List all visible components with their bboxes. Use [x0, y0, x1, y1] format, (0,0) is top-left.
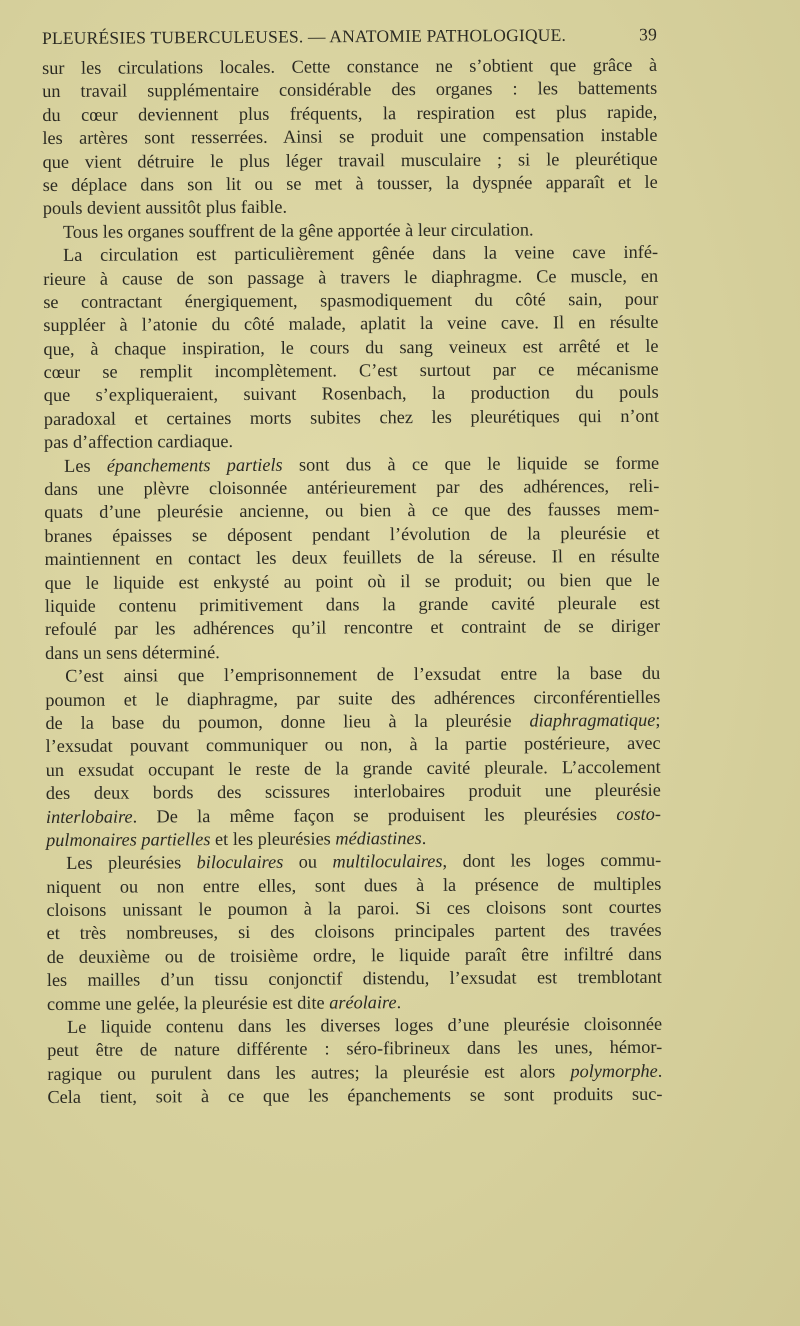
text-run: refoulé par les adhérences qu’il rencontre et contraint de se diriger — [44, 616, 661, 640]
text-line — [47, 1013, 662, 1040]
text-run: et très nombreuses, si des cloisons principales partent des travées — [46, 920, 662, 944]
text-run: Cela tient, soit à ce que les épanchements se sont produits suc- — [47, 1083, 663, 1108]
text-run: . — [421, 827, 427, 848]
text-line — [42, 147, 657, 174]
text-line — [47, 919, 662, 946]
text-run: les artères sont resserrées. Ainsi se produit une compensation instable — [42, 124, 658, 149]
text-line — [46, 826, 661, 853]
body-text — [42, 54, 663, 1110]
running-title: PLEURÉSIES TUBERCULEUSES. — ANATOMIE PATHOLOGIQUE. — [42, 24, 567, 48]
text-run: que vient détruire le plus léger travail musculaire ; si le pleurétique — [42, 148, 658, 172]
text-line — [45, 615, 660, 642]
text-line — [45, 568, 660, 595]
text-line — [45, 709, 660, 736]
text-run: dans un sens déterminé. — [45, 641, 220, 663]
text-run: peut être de nature différente : séro-fibrineux dans les unes, hémor- — [47, 1037, 663, 1061]
text-run: Les — [64, 455, 107, 476]
running-header — [42, 24, 657, 49]
text-run: . — [396, 991, 402, 1012]
text-line — [44, 475, 659, 502]
text-line — [44, 498, 659, 525]
text-line — [43, 288, 658, 315]
text-run: sont dus à ce que le liquide se forme — [282, 452, 660, 475]
text-line — [45, 592, 660, 619]
text-run: poumon et le diaphragme, par suite des adhérences circonférentielles — [45, 686, 661, 710]
text-run: branes épaisses se déposent pendant l’évolution de la pleurésie et — [44, 522, 660, 546]
text-run: se déplace dans son lit ou se met à tousser, la dyspnée apparaît et le — [42, 171, 658, 195]
text-run: un exsudat occupant le reste de la grande cavité pleurale. L’accolement — [45, 756, 661, 780]
text-run: cœur se remplit incomplètement. C’est surtout par ce mécanisme — [43, 358, 659, 383]
text-line — [46, 849, 661, 876]
text-line — [46, 732, 661, 759]
text-line — [46, 896, 661, 923]
text-run: ; — [655, 709, 661, 730]
text-run: que le liquide est enkysté au point où il se produit; ou bien que le — [44, 569, 660, 593]
text-run: La circulation est particulièrement gênée dans la veine cave infé- — [62, 241, 659, 266]
paragraph — [43, 218, 658, 245]
text-line — [42, 101, 657, 128]
italic-term: multiloculaires — [332, 851, 443, 872]
text-run: liquide contenu primitivement dans la grande cavité pleurale est — [44, 592, 660, 616]
text-line — [47, 966, 662, 993]
italic-term: épanchements partiels — [106, 454, 283, 476]
text-line — [42, 54, 657, 81]
text-line — [47, 1036, 662, 1063]
text-run: , dont les loges commu- — [442, 850, 662, 872]
text-line — [46, 755, 661, 782]
text-line — [46, 779, 661, 806]
italic-term: pulmonaires partielles — [46, 829, 211, 850]
text-line — [47, 989, 662, 1016]
text-line — [43, 241, 658, 268]
text-line — [43, 171, 658, 198]
text-run: maintiennent en contact les deux feuillets de la séreuse. Il en résulte — [44, 545, 660, 570]
text-line — [45, 545, 660, 572]
text-line — [44, 522, 659, 549]
text-run: des deux bords des scissures interlobaires produit une pleurésie — [45, 779, 661, 804]
text-run: et les pleurésies — [210, 828, 336, 850]
text-run: pouls devient aussitôt plus faible. — [42, 197, 288, 219]
text-line — [45, 662, 660, 689]
italic-term: médiastines — [335, 827, 422, 849]
text-line — [44, 381, 659, 408]
paragraph — [44, 451, 660, 665]
text-line — [47, 943, 662, 970]
text-line — [42, 124, 657, 151]
italic-term: interlobaire — [45, 806, 133, 827]
paragraph — [47, 1013, 662, 1110]
text-run: suppléer à l’atonie du côté malade, aplatit la veine cave. Il en résulte — [43, 312, 659, 336]
text-run: rieure à cause de son passage à travers le diaphragme. Ce muscle, en — [43, 265, 659, 289]
text-run: de deuxième ou de troisième ordre, le liquide paraît être infiltré dans — [46, 943, 662, 967]
text-run: dans une plèvre cloisonnée antérieurement par des adhérences, reli- — [44, 475, 660, 500]
text-line — [43, 218, 658, 245]
text-line — [44, 428, 659, 455]
text-line — [44, 405, 659, 432]
text-line — [44, 451, 659, 478]
text-line — [46, 872, 661, 899]
text-run: Tous les organes souffrent de la gêne apportée à leur circulation. — [62, 219, 534, 242]
text-run: paradoxal et certaines morts subites chez les pleurétiques qui n’ont — [43, 405, 659, 429]
text-run: ragique ou purulent dans les autres; la pleurésie est alors — [47, 1061, 571, 1084]
text-run: que s’expliqueraient, suivant Rosenbach, la production du pouls — [43, 382, 659, 406]
text-run: que, à chaque inspiration, le cours du sang veineux est arrêté et le — [43, 335, 659, 359]
text-line — [46, 802, 661, 829]
text-line — [42, 77, 657, 104]
text-run: comme une gelée, la pleurésie est dite — [46, 992, 330, 1014]
text-line — [47, 1060, 662, 1087]
text-run: quats d’une pleurésie ancienne, ou bien à ce que des fausses mem- — [44, 499, 660, 523]
text-run: un travail supplémentaire considérable des organes : les battements — [42, 78, 658, 102]
text-line — [43, 311, 658, 338]
text-line — [43, 334, 658, 361]
text-run: Les pleurésies — [66, 852, 197, 874]
text-run: l’exsudat pouvant communiquer ou non, à la partie postérieure, avec — [45, 733, 661, 757]
text-run: les mailles d’un tissu conjonctif distendu, l’exsudat est tremblotant — [46, 967, 662, 991]
text-run: . — [657, 1060, 663, 1081]
paragraph — [46, 849, 662, 1016]
italic-term: polymorphe — [570, 1060, 658, 1082]
text-line — [43, 194, 658, 221]
text-run: niquent ou non entre elles, sont dues à la présence de multiples — [46, 873, 662, 897]
text-run: sur les circulations locales. Cette constance ne s’obtient que grâce à — [42, 54, 658, 78]
text-run: Le liquide contenu dans les diverses loges d’une pleurésie cloisonnée — [67, 1013, 663, 1037]
text-run: ou — [283, 851, 333, 873]
text-run: pas d’affection cardiaque. — [43, 431, 234, 453]
text-line — [44, 358, 659, 385]
paragraph — [42, 54, 658, 221]
italic-term: aréolaire — [329, 991, 397, 1013]
text-run: de la base du poumon, donne lieu à la pleurésie — [45, 710, 530, 733]
paragraph — [45, 662, 661, 852]
text-run: cloisons unissant le poumon à la paroi. Si ces cloisons sont courtes — [46, 896, 662, 921]
paragraph — [43, 241, 659, 455]
text-line — [45, 639, 660, 666]
text-line — [45, 685, 660, 712]
text-run: du cœur deviennent plus fréquents, la respiration est plus rapide, — [42, 101, 658, 125]
italic-term: diaphragmatique — [529, 709, 656, 731]
italic-term: costo- — [616, 803, 662, 824]
italic-term: biloculaires — [196, 852, 284, 873]
text-line — [47, 1083, 662, 1110]
text-run: C’est ainsi que l’emprisonnement de l’exsudat entre la base du — [65, 662, 661, 687]
page-number: 39 — [639, 24, 658, 45]
text-run: . De la même façon se produisent les pleurésies — [132, 803, 617, 827]
text-run: se contractant énergiquement, spasmodiquement du côté sain, pour — [43, 288, 659, 312]
text-line — [43, 264, 658, 291]
